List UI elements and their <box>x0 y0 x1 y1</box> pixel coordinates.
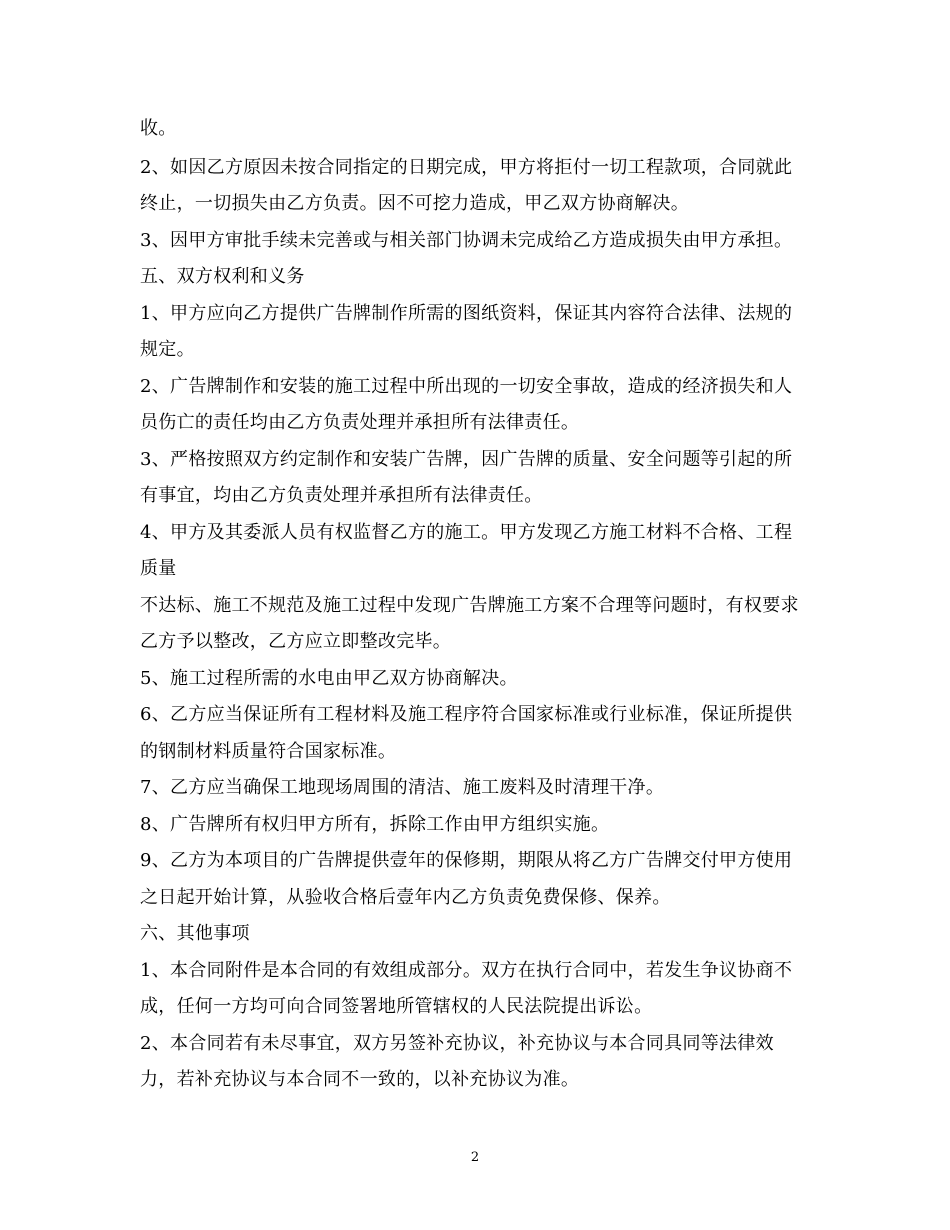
text-line: 1、甲方应向乙方提供广告牌制作所需的图纸资料，保证其内容符合法律、法规的 <box>140 303 793 324</box>
text-line: 质量 <box>140 558 177 579</box>
text-line: 终止，一切损失由乙方负责。因不可挖力造成，甲乙双方协商解决。 <box>140 193 689 214</box>
text-line: 收。 <box>140 118 177 139</box>
text-line: 之日起开始计算，从验收合格后壹年内乙方负责免费保修、保养。 <box>140 887 671 908</box>
page-number: 2 <box>470 1150 480 1165</box>
text-line: 力，若补充协议与本合同不一致的，以补充协议为准。 <box>140 1069 580 1090</box>
text-line: 3、因甲方审批手续未完善或与相关部门协调未完成给乙方造成损失由甲方承担。 <box>140 230 793 251</box>
text-line: 2、广告牌制作和安装的施工过程中所出现的一切安全事故，造成的经济损失和人 <box>140 376 793 397</box>
text-line: 7、乙方应当确保工地现场周围的清洁、施工废料及时清理干净。 <box>140 777 665 798</box>
text-line: 3、严格按照双方约定制作和安装广告牌，因广告牌的质量、安全问题等引起的所 <box>140 449 793 470</box>
text-line: 4、甲方及其委派人员有权监督乙方的施工。甲方发现乙方施工材料不合格、工程 <box>140 522 793 543</box>
section-heading: 六、其他事项 <box>140 923 250 944</box>
text-line: 2、本合同若有未尽事宜，双方另签补充协议，补充协议与本合同具同等法律效 <box>140 1033 774 1054</box>
text-line: 5、施工过程所需的水电由甲乙双方协商解决。 <box>140 668 518 689</box>
text-line: 6、乙方应当保证所有工程材料及施工程序符合国家标准或行业标准，保证所提供 <box>140 704 793 725</box>
text-line: 规定。 <box>140 339 195 360</box>
text-line: 9、乙方为本项目的广告牌提供壹年的保修期，期限从将乙方广告牌交付甲方使用 <box>140 850 793 871</box>
text-line: 1、本合同附件是本合同的有效组成部分。双方在执行合同中，若发生争议协商不 <box>140 960 793 981</box>
section-heading: 五、双方权利和义务 <box>140 266 305 287</box>
text-line: 的钢制材料质量符合国家标准。 <box>140 741 397 762</box>
text-line: 成，任何一方均可向合同签署地所管辖权的人民法院提出诉讼。 <box>140 996 653 1017</box>
text-line: 乙方予以整改，乙方应立即整改完毕。 <box>140 631 452 652</box>
text-line: 有事宜，均由乙方负责处理并承担所有法律责任。 <box>140 485 543 506</box>
text-line: 员伤亡的责任均由乙方负责处理并承担所有法律责任。 <box>140 412 580 433</box>
text-line: 不达标、施工不规范及施工过程中发现广告牌施工方案不合理等问题时，有权要求 <box>140 595 799 616</box>
text-line: 8、广告牌所有权归甲方所有，拆除工作由甲方组织实施。 <box>140 814 610 835</box>
text-line: 2、如因乙方原因未按合同指定的日期完成，甲方将拒付一切工程款项，合同就此 <box>140 157 793 178</box>
